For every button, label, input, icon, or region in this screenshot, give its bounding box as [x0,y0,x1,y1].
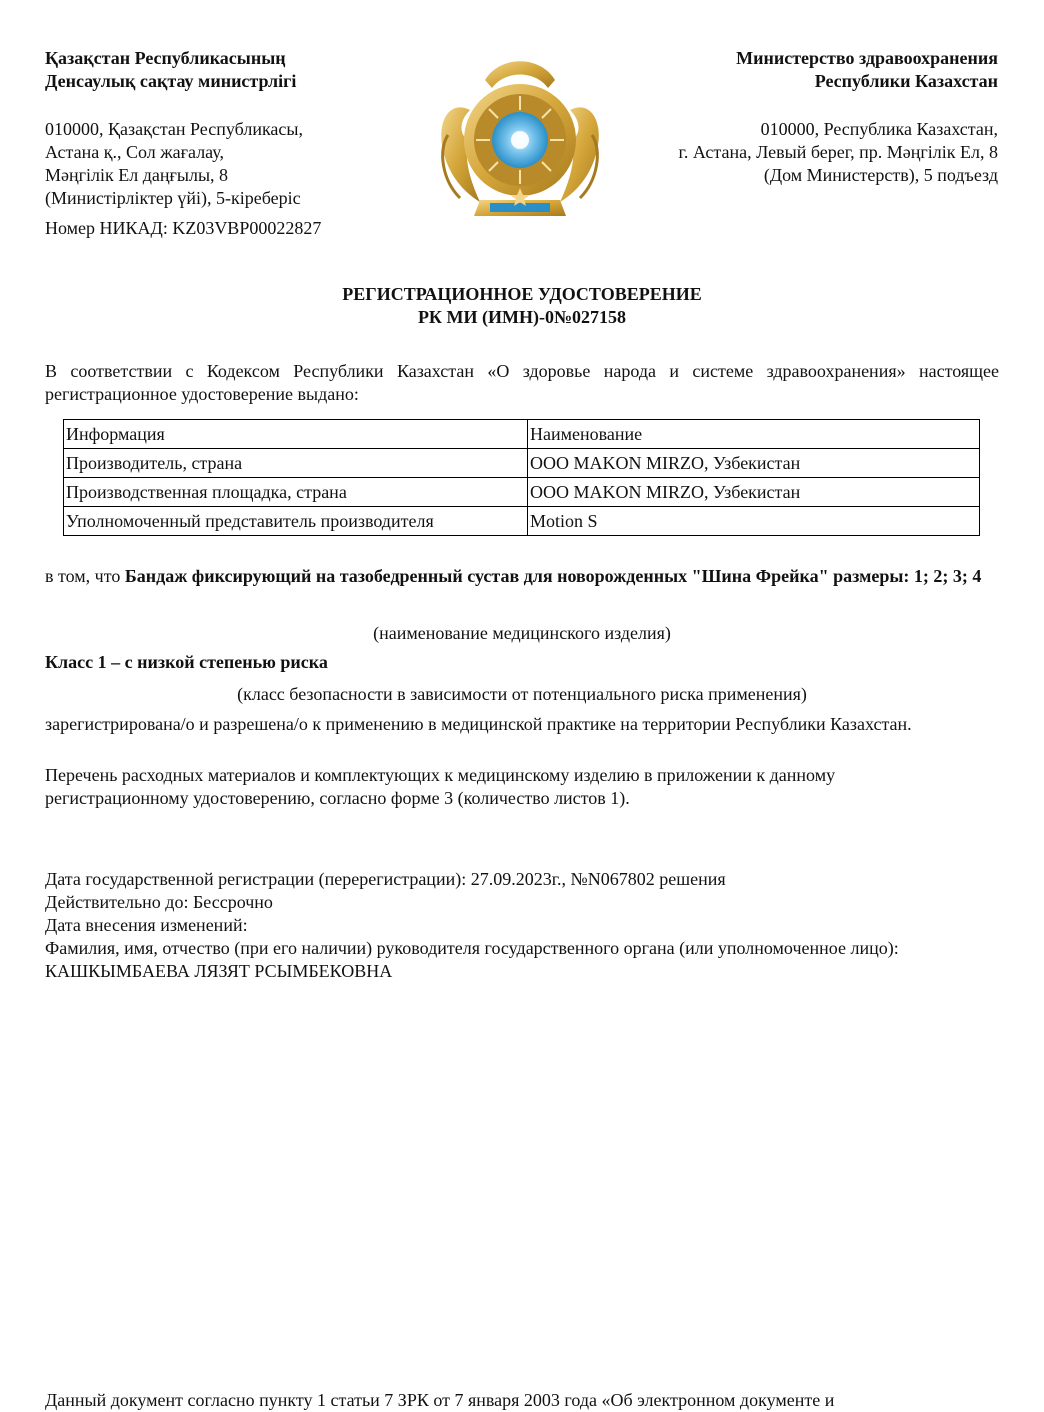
certificate-number: РК МИ (ИМН)-0№027158 [417,307,627,327]
device-paragraph [45,565,999,588]
org-name-ru-line2: Республики Казахстан [814,71,998,91]
table-cell: Информация [64,420,528,449]
changes-date: Дата внесения изменений: [45,915,248,935]
table-cell: Наименование [528,420,980,449]
intro-paragraph: В соответствии с Кодексом Республики Казахстан «О здоровье народа и системе здравоохранения» настоящее регистрационное удостоверение выдано: [45,361,999,404]
table-row [64,478,980,507]
address-kz-line: (Министірліктер үйі), 5-кіреберіс [45,188,301,208]
table-row [64,507,980,536]
device-caption: (наименование медицинского изделия) [373,623,671,643]
table-cell: Производственная площадка, страна [64,478,528,507]
address-kz-line: Астана қ., Сол жағалау, [45,142,224,162]
spacer [45,93,405,118]
header-left [45,47,405,240]
registered-paragraph: зарегистрирована/о и разрешена/о к применению в медицинской практике на территории Республики Казахстан. [45,714,912,734]
address-ru-line: 010000, Республика Казахстан, [760,119,998,139]
table-row [64,420,980,449]
registration-date: Дата государственной регистрации (перерегистрации): 27.09.2023г., №N067802 решения [45,869,726,889]
risk-caption: (класс безопасности в зависимости от потенциального риска применения) [237,684,807,704]
footer-text: Данный документ согласно пункту 1 статьи 7 ЗРК от 7 января 2003 года «Об электронном документе и [45,1390,835,1410]
valid-until: Действительно до: Бессрочно [45,892,273,912]
address-ru-line: г. Астана, Левый берег, пр. Мәңгілік Ел, 8 [678,142,998,162]
table-cell: ООО MAKON MIRZO, Узбекистан [528,478,980,507]
table-cell: Уполномоченный представитель производителя [64,507,528,536]
table-cell: Motion S [528,507,980,536]
info-table [63,419,980,536]
org-name-kz-line1: Қазақстан Республикасының [45,48,286,68]
risk-class: Класс 1 – с низкой степенью риска [45,652,328,672]
document-title [0,283,1044,329]
table-row [64,449,980,478]
title-line1: РЕГИСТРАЦИОННОЕ УДОСТОВЕРЕНИЕ [342,284,702,304]
address-kz-line: 010000, Қазақстан Республикасы, [45,119,304,139]
org-name-ru-line1: Министерство здравоохранения [736,48,998,68]
table-cell: ООО MAKON MIRZO, Узбекистан [528,449,980,478]
consumables-paragraph: Перечень расходных материалов и комплектующих к медицинскому изделию в приложении к данному регистрационному удостоверению, согласно форме 3 (количество листов 1). [45,765,836,808]
device-name: Бандаж фиксирующий на тазобедренный сустав для новорожденных "Шина Фрейка" размеры: 1; 2; 3; 4 [124,566,982,586]
org-name-kz-line2: Денсаулық сақтау министрлігі [45,71,297,91]
header-right [578,47,998,187]
nikad-number: Номер НИКАД: KZ03VBP00022827 [45,218,322,238]
address-ru-line: (Дом Министерств), 5 подъезд [763,165,998,185]
device-prefix: в том, что [45,566,121,586]
table-cell: Производитель, страна [64,449,528,478]
address-kz-line: Мәңгілік Ел даңғылы, 8 [45,165,229,185]
head-of-agency: Фамилия, имя, отчество (при его наличии) руководителя государственного органа (или уполномоченное лицо): КАШКЫМБАЕВА ЛЯЗЯТ РСЫМБЕКОВНА [45,938,899,981]
spacer [578,93,998,118]
